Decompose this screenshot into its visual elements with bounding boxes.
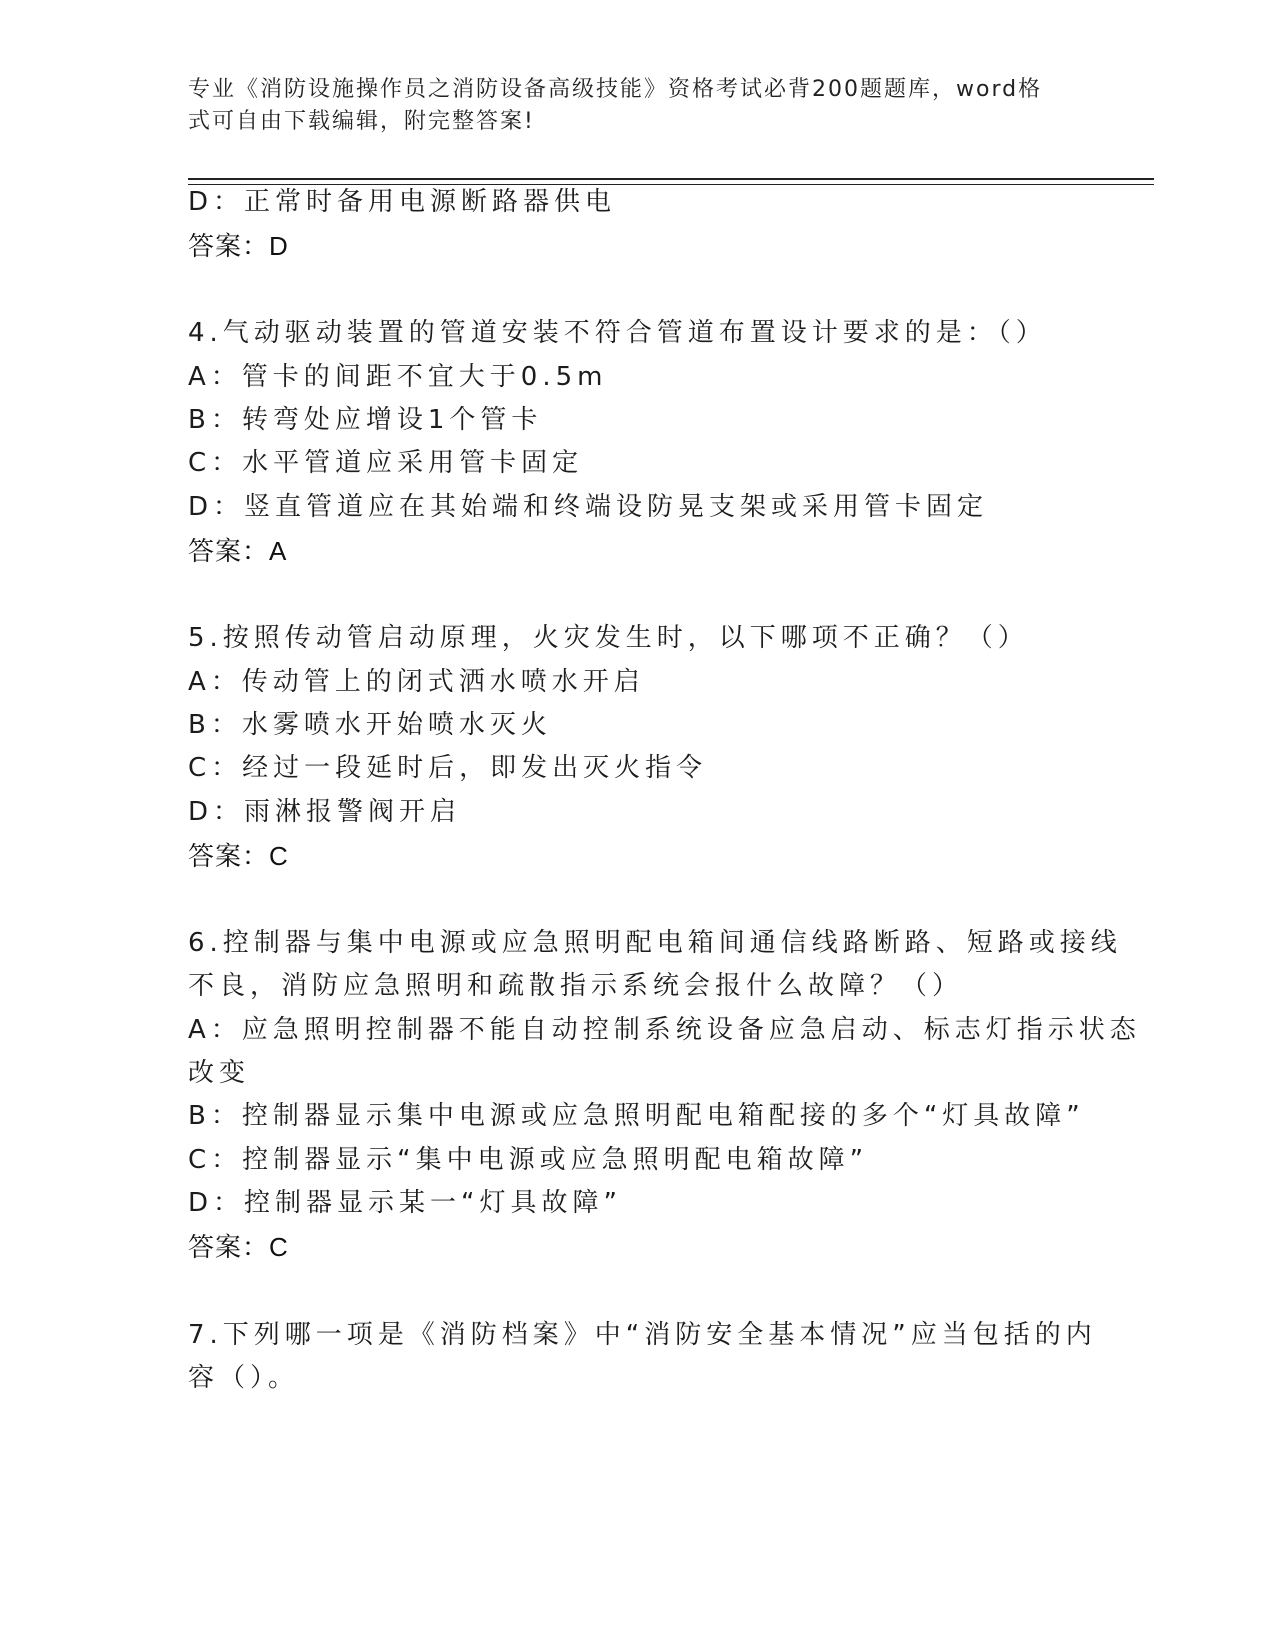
header-line-2: 式可自由下载编辑，附完整答案!: [188, 109, 535, 134]
q3-answer: 答案：D: [188, 231, 289, 261]
q5-option-c: C：经过一段延时后，即发出灭火指令: [188, 753, 708, 783]
q5-option-a: A：传动管上的闭式洒水喷水开启: [188, 667, 645, 697]
q7-stem-line-1: 7.下列哪一项是《消防档案》中“消防安全基本情况”应当包括的内: [188, 1320, 1097, 1350]
header-divider-thick: [188, 178, 1154, 180]
q6-stem-line-1: 6.控制器与集中电源或应急照明配电箱间通信线路断路、短路或接线: [188, 928, 1122, 958]
q6-option-a: A：应急照明控制器不能自动控制系统设备应急启动、标志灯指示状态: [188, 1015, 1141, 1045]
q3-option-d: D：正常时备用电源断路器供电: [188, 187, 617, 217]
q4-option-d: D：竖直管道应在其始端和终端设防晃支架或采用管卡固定: [188, 492, 989, 522]
q6-option-d: D：控制器显示某一“灯具故障”: [188, 1188, 622, 1218]
q4-option-b: B：转弯处应增设1个管卡: [188, 405, 543, 435]
q6-stem-line-2: 不良，消防应急照明和疏散指示系统会报什么故障？（）: [188, 971, 964, 1001]
q5-option-b: B：水雾喷水开始喷水灭火: [188, 710, 552, 740]
q6-option-c: C：控制器显示“集中电源或应急照明配电箱故障”: [188, 1145, 869, 1175]
q5-answer: 答案：C: [188, 841, 289, 871]
header-line-1: 专业《消防设施操作员之消防设备高级技能》资格考试必背200题题库，word格: [188, 77, 1043, 102]
q6-option-a-continued: 改变: [188, 1058, 251, 1088]
q5-stem: 5.按照传动管启动原理，火灾发生时，以下哪项不正确？（）: [188, 623, 1029, 653]
q5-option-d: D：雨淋报警阀开启: [188, 797, 462, 827]
q7-stem-line-2: 容（）。: [188, 1363, 300, 1393]
header-title: [188, 74, 1068, 138]
q4-stem: 4.气动驱动装置的管道安装不符合管道布置设计要求的是：（）: [188, 318, 1047, 348]
q4-option-c: C：水平管道应采用管卡固定: [188, 448, 584, 478]
q4-option-a: A：管卡的间距不宜大于0.5m: [188, 362, 608, 392]
q4-answer: 答案：A: [188, 536, 288, 566]
q6-option-b: B：控制器显示集中电源或应急照明配电箱配接的多个“灯具故障”: [188, 1101, 1085, 1131]
q6-answer: 答案：C: [188, 1232, 289, 1262]
